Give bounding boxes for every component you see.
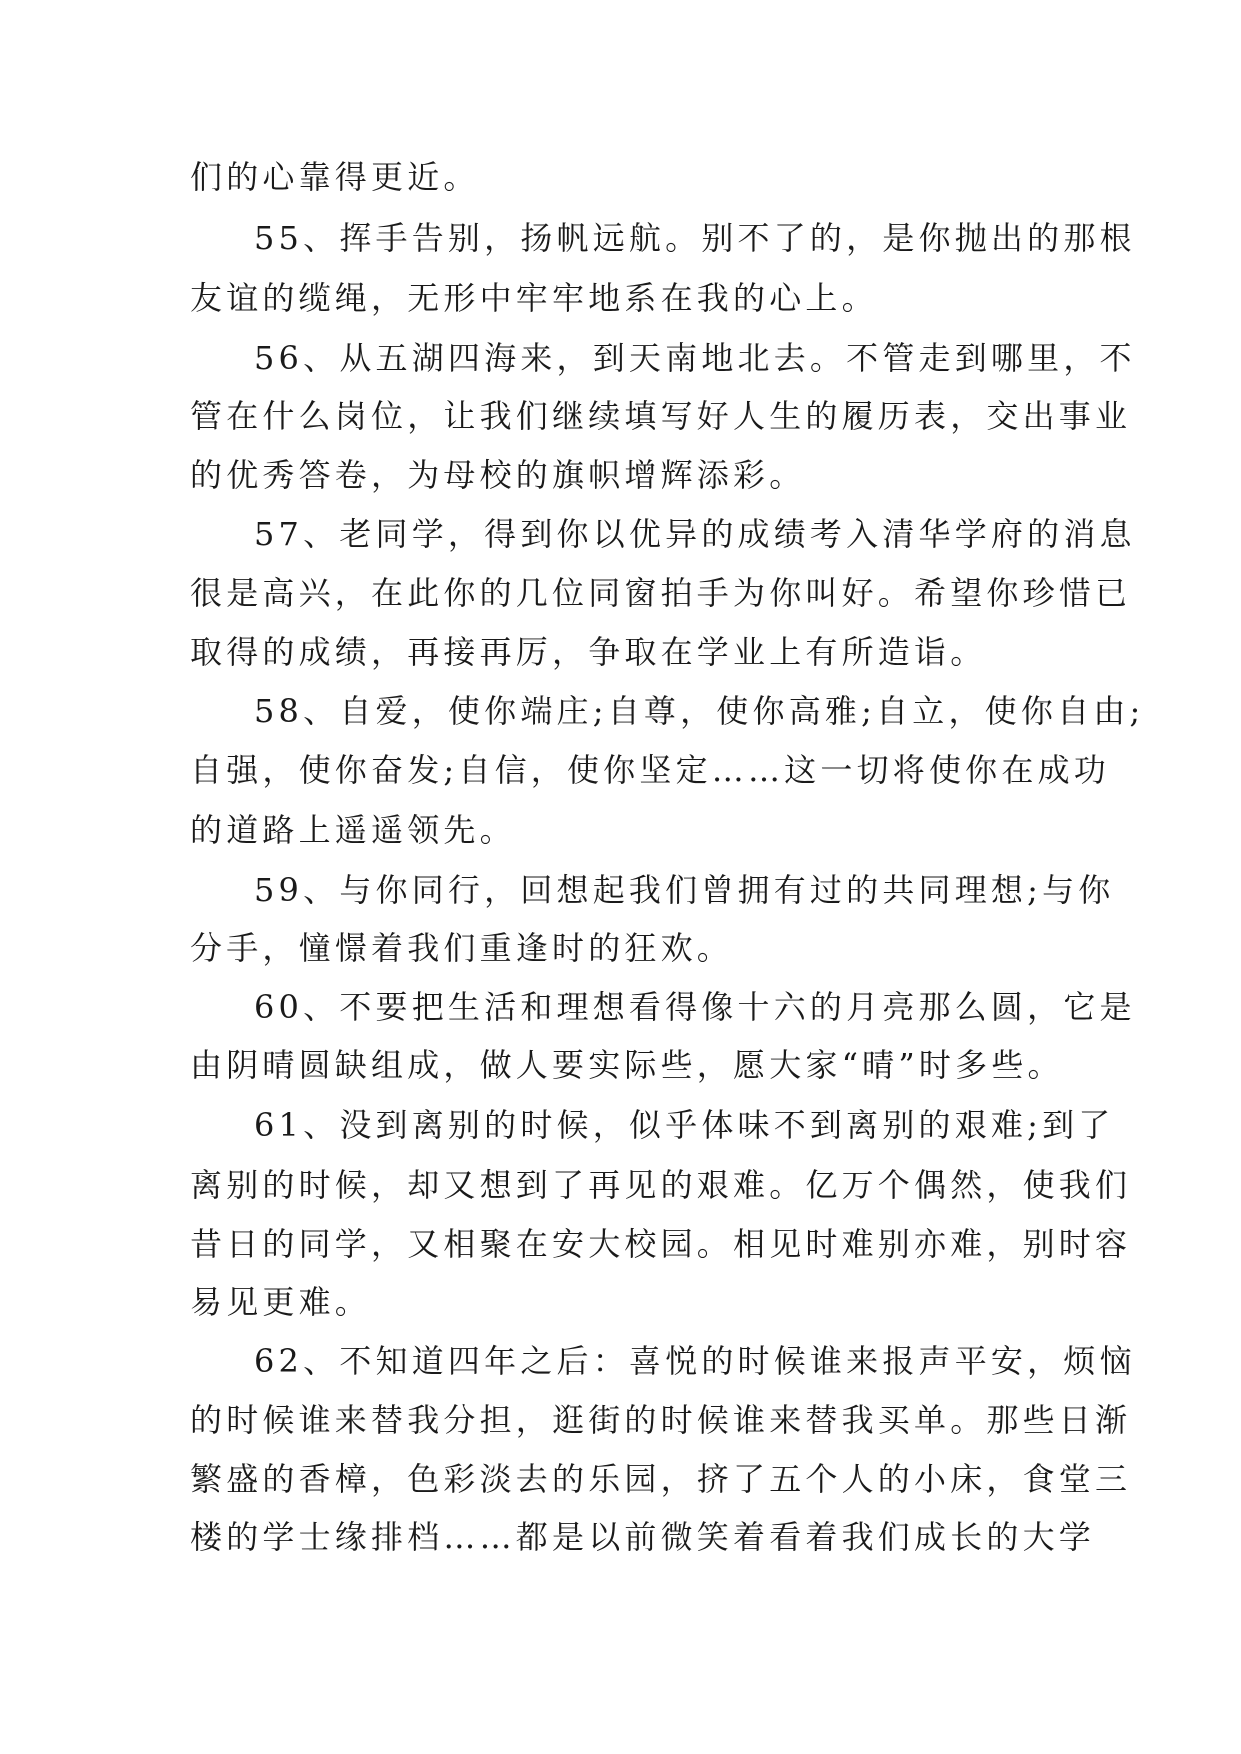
text-line: 楼的学士缘排档……都是以前微笑着看着我们成长的大学: [190, 1518, 1096, 1556]
text-line: 61、没到离别的时候，似乎体味不到离别的艰难;到了: [254, 1106, 1115, 1144]
text-line: 易见更难。: [190, 1283, 372, 1321]
text-line: 分手，憧憬着我们重逢时的狂欢。: [190, 929, 734, 967]
text-line: 62、不知道四年之后：喜悦的时候谁来报声平安，烦恼: [254, 1342, 1136, 1380]
text-line: 的时候谁来替我分担，逛街的时候谁来替我买单。那些日渐: [190, 1401, 1132, 1439]
text-line: 管在什么岗位，让我们继续填写好人生的履历表，交出事业: [190, 397, 1132, 435]
text-line: 很是高兴，在此你的几位同窗拍手为你叫好。希望你珍惜已: [190, 574, 1132, 612]
text-line: 55、挥手告别，扬帆远航。别不了的，是你抛出的那根: [254, 219, 1136, 257]
text-line: 取得的成绩，再接再厉，争取在学业上有所造诣。: [190, 633, 987, 671]
text-line: 繁盛的香樟，色彩淡去的乐园，挤了五个人的小床，食堂三: [190, 1460, 1132, 1498]
text-line: 自强，使你奋发;自信，使你坚定……这一切将使你在成功: [190, 751, 1110, 789]
text-line: 们的心靠得更近。: [190, 158, 480, 196]
text-line: 56、从五湖四海来，到天南地北去。不管走到哪里，不: [254, 339, 1136, 377]
text-line: 的优秀答卷，为母校的旗帜增辉添彩。: [190, 456, 806, 494]
text-line: 57、老同学，得到你以优异的成绩考入清华学府的消息: [254, 515, 1136, 553]
text-line: 58、自爱，使你端庄;自尊，使你高雅;自立，使你自由;: [254, 692, 1145, 730]
text-line: 59、与你同行，回想起我们曾拥有过的共同理想;与你: [254, 871, 1115, 909]
text-line: 离别的时候，却又想到了再见的艰难。亿万个偶然，使我们: [190, 1166, 1132, 1204]
text-line: 60、不要把生活和理想看得像十六的月亮那么圆，它是: [254, 988, 1136, 1026]
text-line: 的道路上遥遥领先。: [190, 811, 516, 849]
text-line: 友谊的缆绳，无形中牢牢地系在我的心上。: [190, 279, 878, 317]
text-line: 昔日的同学，又相聚在安大校园。相见时难别亦难，别时容: [190, 1225, 1132, 1263]
text-line: 由阴晴圆缺组成，做人要实际些，愿大家“晴”时多些。: [190, 1046, 1064, 1084]
